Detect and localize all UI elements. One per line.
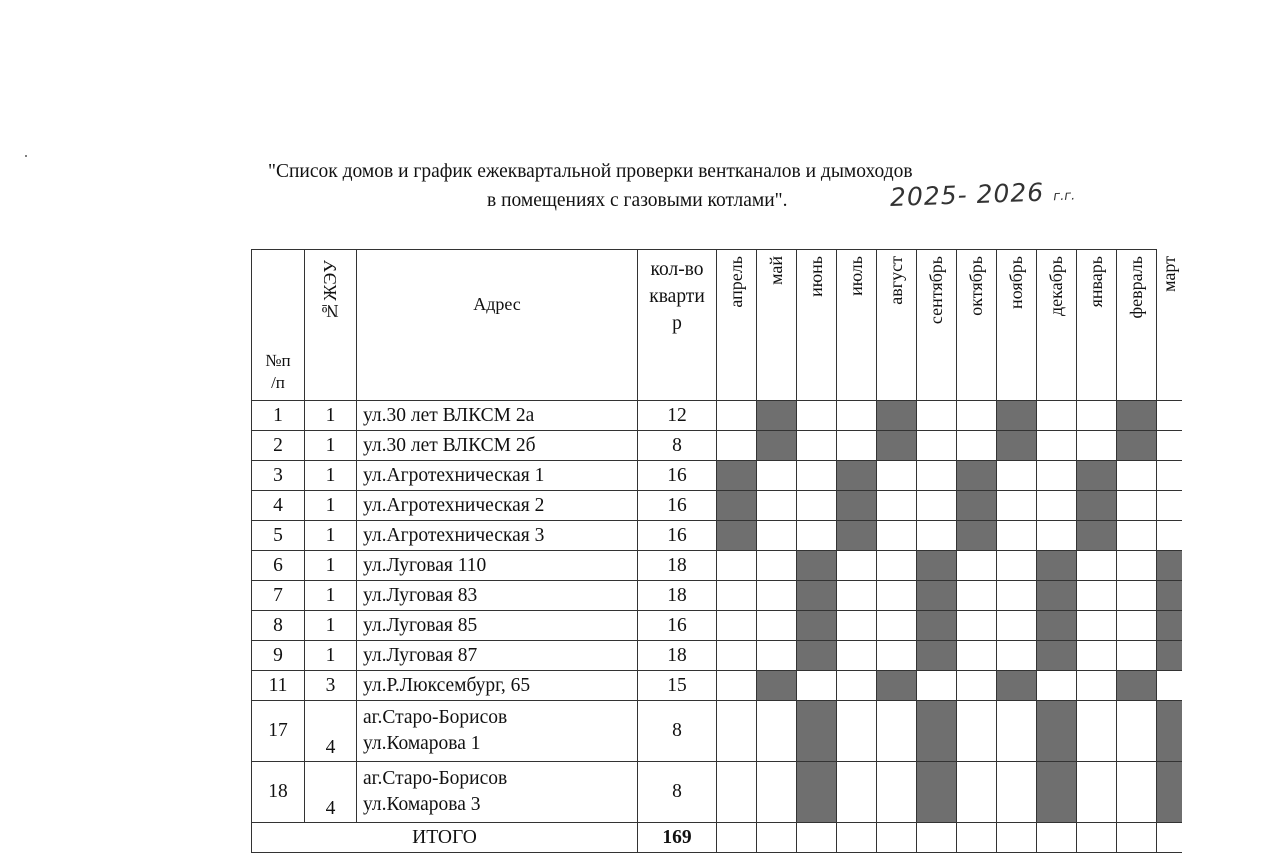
empty-month-cell xyxy=(877,551,917,581)
row-number: 9 xyxy=(252,641,305,671)
empty-month-cell xyxy=(917,461,957,491)
table-body xyxy=(252,401,1183,823)
scheduled-check-cell xyxy=(917,762,957,823)
header-month xyxy=(1037,250,1077,401)
table-row xyxy=(252,581,1183,611)
scheduled-check-cell xyxy=(1077,461,1117,491)
empty-month-cell xyxy=(877,762,917,823)
table-row xyxy=(252,461,1183,491)
row-number: 11 xyxy=(252,671,305,701)
header-month xyxy=(1117,250,1157,401)
page-title-line-2: в помещениях с газовыми котлами". xyxy=(487,190,788,211)
empty-month-cell xyxy=(757,701,797,762)
scheduled-check-cell xyxy=(1157,762,1183,823)
month-label: декабрь xyxy=(1046,256,1066,316)
total-empty-cell xyxy=(917,823,957,853)
row-address: ул.Луговая 87 xyxy=(357,641,638,671)
empty-month-cell xyxy=(717,401,757,431)
row-apartment-count: 8 xyxy=(638,762,717,823)
table-row xyxy=(252,551,1183,581)
empty-month-cell xyxy=(717,551,757,581)
scheduled-check-cell xyxy=(757,671,797,701)
row-zheu: 4 xyxy=(305,762,357,823)
scheduled-check-cell xyxy=(1037,551,1077,581)
empty-month-cell xyxy=(1037,431,1077,461)
scheduled-check-cell xyxy=(717,521,757,551)
scheduled-check-cell xyxy=(837,461,877,491)
empty-month-cell xyxy=(717,581,757,611)
row-number: 17 xyxy=(252,701,305,762)
empty-month-cell xyxy=(1117,611,1157,641)
row-address: ул.30 лет ВЛКСМ 2б xyxy=(357,431,638,461)
row-zheu: 1 xyxy=(305,491,357,521)
scan-speck xyxy=(25,155,27,157)
row-apartment-count: 18 xyxy=(638,581,717,611)
handwritten-year-range: 2025- 2026 xyxy=(889,177,1045,212)
total-empty-cell xyxy=(1077,823,1117,853)
scheduled-check-cell xyxy=(1077,521,1117,551)
total-empty-cell xyxy=(717,823,757,853)
row-apartment-count: 16 xyxy=(638,461,717,491)
month-label: ноябрь xyxy=(1006,256,1026,309)
empty-month-cell xyxy=(717,431,757,461)
empty-month-cell xyxy=(997,762,1037,823)
empty-month-cell xyxy=(1117,551,1157,581)
header-month xyxy=(717,250,757,401)
empty-month-cell xyxy=(1117,491,1157,521)
empty-month-cell xyxy=(1157,491,1183,521)
row-zheu: 1 xyxy=(305,551,357,581)
empty-month-cell xyxy=(917,671,957,701)
empty-month-cell xyxy=(1157,461,1183,491)
empty-month-cell xyxy=(957,641,997,671)
row-address xyxy=(357,701,638,762)
scheduled-check-cell xyxy=(877,671,917,701)
empty-month-cell xyxy=(957,762,997,823)
empty-month-cell xyxy=(757,551,797,581)
row-number: 6 xyxy=(252,551,305,581)
row-address-line1: аг.Старо-Борисов xyxy=(363,707,508,728)
empty-month-cell xyxy=(917,431,957,461)
header-qty xyxy=(638,250,717,401)
month-label: октябрь xyxy=(966,256,986,316)
scheduled-check-cell xyxy=(837,521,877,551)
scheduled-check-cell xyxy=(797,701,837,762)
empty-month-cell xyxy=(1117,581,1157,611)
header-qty-line3: р xyxy=(672,313,682,334)
empty-month-cell xyxy=(837,641,877,671)
row-number: 8 xyxy=(252,611,305,641)
empty-month-cell xyxy=(1077,701,1117,762)
empty-month-cell xyxy=(757,581,797,611)
month-label: сентябрь xyxy=(926,256,946,325)
header-zheu-label: №ЖЭУ xyxy=(320,260,340,321)
row-apartment-count: 18 xyxy=(638,641,717,671)
empty-month-cell xyxy=(837,401,877,431)
empty-month-cell xyxy=(797,491,837,521)
scheduled-check-cell xyxy=(717,491,757,521)
row-zheu: 3 xyxy=(305,671,357,701)
row-zheu: 1 xyxy=(305,431,357,461)
total-empty-cell xyxy=(1037,823,1077,853)
empty-month-cell xyxy=(757,491,797,521)
empty-month-cell xyxy=(917,491,957,521)
row-address: ул.Агротехническая 3 xyxy=(357,521,638,551)
empty-month-cell xyxy=(837,701,877,762)
table-row xyxy=(252,521,1183,551)
month-label: июль xyxy=(846,256,866,296)
table-row xyxy=(252,611,1183,641)
row-number: 4 xyxy=(252,491,305,521)
scheduled-check-cell xyxy=(957,461,997,491)
empty-month-cell xyxy=(837,431,877,461)
row-zheu: 1 xyxy=(305,581,357,611)
empty-month-cell xyxy=(877,461,917,491)
scheduled-check-cell xyxy=(797,762,837,823)
row-apartment-count: 8 xyxy=(638,431,717,461)
empty-month-cell xyxy=(957,701,997,762)
scheduled-check-cell xyxy=(917,611,957,641)
handwritten-year-suffix: г.г. xyxy=(1052,188,1076,205)
scheduled-check-cell xyxy=(877,401,917,431)
total-empty-cell xyxy=(837,823,877,853)
empty-month-cell xyxy=(1037,401,1077,431)
row-apartment-count: 12 xyxy=(638,401,717,431)
empty-month-cell xyxy=(837,551,877,581)
header-month xyxy=(1157,250,1183,401)
empty-month-cell xyxy=(997,551,1037,581)
row-zheu: 1 xyxy=(305,521,357,551)
empty-month-cell xyxy=(757,611,797,641)
empty-month-cell xyxy=(957,611,997,641)
empty-month-cell xyxy=(797,401,837,431)
empty-month-cell xyxy=(757,521,797,551)
month-label: июнь xyxy=(806,256,826,297)
empty-month-cell xyxy=(797,671,837,701)
empty-month-cell xyxy=(997,641,1037,671)
header-month xyxy=(757,250,797,401)
row-zheu: 1 xyxy=(305,641,357,671)
scheduled-check-cell xyxy=(1117,431,1157,461)
total-empty-cell xyxy=(1117,823,1157,853)
empty-month-cell xyxy=(1157,401,1183,431)
row-address: ул.Луговая 110 xyxy=(357,551,638,581)
header-month xyxy=(837,250,877,401)
row-number: 7 xyxy=(252,581,305,611)
row-address: ул.30 лет ВЛКСМ 2а xyxy=(357,401,638,431)
scheduled-check-cell xyxy=(997,431,1037,461)
row-address: ул.Агротехническая 2 xyxy=(357,491,638,521)
empty-month-cell xyxy=(837,762,877,823)
month-label: апрель xyxy=(726,256,746,308)
empty-month-cell xyxy=(1077,431,1117,461)
empty-month-cell xyxy=(837,671,877,701)
empty-month-cell xyxy=(717,641,757,671)
empty-month-cell xyxy=(1077,401,1117,431)
scheduled-check-cell xyxy=(877,431,917,461)
total-value: 169 xyxy=(638,823,717,853)
empty-month-cell xyxy=(1117,762,1157,823)
total-empty-cell xyxy=(957,823,997,853)
scheduled-check-cell xyxy=(1037,611,1077,641)
empty-month-cell xyxy=(797,461,837,491)
empty-month-cell xyxy=(1037,461,1077,491)
empty-month-cell xyxy=(797,431,837,461)
header-qty-line1: кол-во xyxy=(650,259,704,280)
table-row xyxy=(252,762,1183,823)
scheduled-check-cell xyxy=(1117,401,1157,431)
empty-month-cell xyxy=(997,611,1037,641)
header-row xyxy=(252,250,1183,401)
empty-month-cell xyxy=(957,581,997,611)
row-number: 3 xyxy=(252,461,305,491)
scheduled-check-cell xyxy=(1037,641,1077,671)
empty-month-cell xyxy=(717,701,757,762)
header-month xyxy=(917,250,957,401)
scheduled-check-cell xyxy=(917,701,957,762)
total-empty-cell xyxy=(797,823,837,853)
row-zheu: 1 xyxy=(305,401,357,431)
row-apartment-count: 16 xyxy=(638,521,717,551)
total-empty-cell xyxy=(877,823,917,853)
scheduled-check-cell xyxy=(997,401,1037,431)
empty-month-cell xyxy=(997,701,1037,762)
scheduled-check-cell xyxy=(1037,762,1077,823)
scheduled-check-cell xyxy=(757,401,797,431)
scheduled-check-cell xyxy=(1157,551,1183,581)
empty-month-cell xyxy=(957,551,997,581)
scheduled-check-cell xyxy=(1157,611,1183,641)
empty-month-cell xyxy=(1077,611,1117,641)
month-label: март xyxy=(1159,255,1179,292)
row-apartment-count: 18 xyxy=(638,551,717,581)
table-row xyxy=(252,701,1183,762)
empty-month-cell xyxy=(877,491,917,521)
empty-month-cell xyxy=(917,521,957,551)
scheduled-check-cell xyxy=(757,431,797,461)
scheduled-check-cell xyxy=(797,641,837,671)
row-apartment-count: 8 xyxy=(638,701,717,762)
scheduled-check-cell xyxy=(797,611,837,641)
empty-month-cell xyxy=(837,611,877,641)
header-month xyxy=(877,250,917,401)
empty-month-cell xyxy=(1117,641,1157,671)
row-zheu: 1 xyxy=(305,461,357,491)
total-empty-cell xyxy=(757,823,797,853)
empty-month-cell xyxy=(1117,701,1157,762)
row-address: ул.Р.Люксембург, 65 xyxy=(357,671,638,701)
table-row xyxy=(252,641,1183,671)
scheduled-check-cell xyxy=(717,461,757,491)
empty-month-cell xyxy=(757,461,797,491)
empty-month-cell xyxy=(917,401,957,431)
row-address-line1: аг.Старо-Борисов xyxy=(363,768,508,789)
scheduled-check-cell xyxy=(1037,701,1077,762)
empty-month-cell xyxy=(1077,641,1117,671)
inspection-schedule-table xyxy=(251,249,1182,853)
scheduled-check-cell xyxy=(957,521,997,551)
empty-month-cell xyxy=(1157,431,1183,461)
empty-month-cell xyxy=(1037,671,1077,701)
empty-month-cell xyxy=(997,491,1037,521)
handwritten-year xyxy=(889,177,1075,212)
month-label: август xyxy=(886,256,906,305)
scheduled-check-cell xyxy=(1117,671,1157,701)
row-address: ул.Луговая 85 xyxy=(357,611,638,641)
empty-month-cell xyxy=(1117,521,1157,551)
empty-month-cell xyxy=(877,521,917,551)
scheduled-check-cell xyxy=(957,491,997,521)
scheduled-check-cell xyxy=(1157,641,1183,671)
scheduled-check-cell xyxy=(997,671,1037,701)
scheduled-check-cell xyxy=(797,551,837,581)
month-label: май xyxy=(766,256,786,285)
row-apartment-count: 16 xyxy=(638,491,717,521)
empty-month-cell xyxy=(1077,551,1117,581)
empty-month-cell xyxy=(957,401,997,431)
row-zheu: 4 xyxy=(305,701,357,762)
header-num-line2: /п xyxy=(271,373,285,392)
table-row xyxy=(252,671,1183,701)
header-num xyxy=(252,250,305,401)
row-zheu: 1 xyxy=(305,611,357,641)
empty-month-cell xyxy=(1077,671,1117,701)
row-number: 1 xyxy=(252,401,305,431)
month-label: февраль xyxy=(1126,256,1146,319)
header-num-line1: №п xyxy=(265,351,291,370)
row-apartment-count: 16 xyxy=(638,611,717,641)
empty-month-cell xyxy=(837,581,877,611)
table-row xyxy=(252,491,1183,521)
table-row xyxy=(252,401,1183,431)
scheduled-check-cell xyxy=(1037,581,1077,611)
month-label: январь xyxy=(1086,256,1106,308)
empty-month-cell xyxy=(877,641,917,671)
scheduled-check-cell xyxy=(917,551,957,581)
empty-month-cell xyxy=(1077,581,1117,611)
header-month xyxy=(957,250,997,401)
row-address-line2: ул.Комарова 3 xyxy=(363,794,481,815)
page-title-line-1: "Список домов и график ежеквартальной проверки вентканалов и дымоходов xyxy=(268,161,913,182)
empty-month-cell xyxy=(717,762,757,823)
empty-month-cell xyxy=(997,581,1037,611)
row-address xyxy=(357,762,638,823)
scheduled-check-cell xyxy=(917,581,957,611)
scheduled-check-cell xyxy=(837,491,877,521)
empty-month-cell xyxy=(877,611,917,641)
row-address: ул.Луговая 83 xyxy=(357,581,638,611)
empty-month-cell xyxy=(797,521,837,551)
row-address: ул.Агротехническая 1 xyxy=(357,461,638,491)
table-row xyxy=(252,431,1183,461)
empty-month-cell xyxy=(1157,671,1183,701)
row-number: 2 xyxy=(252,431,305,461)
empty-month-cell xyxy=(997,461,1037,491)
row-number: 18 xyxy=(252,762,305,823)
header-address: Адрес xyxy=(357,250,638,401)
row-apartment-count: 15 xyxy=(638,671,717,701)
total-empty-cell xyxy=(1157,823,1183,853)
total-label: ИТОГО xyxy=(252,823,638,853)
header-month xyxy=(797,250,837,401)
empty-month-cell xyxy=(997,521,1037,551)
scheduled-check-cell xyxy=(1157,581,1183,611)
row-number: 5 xyxy=(252,521,305,551)
header-zheu xyxy=(305,250,357,401)
scheduled-check-cell xyxy=(1077,491,1117,521)
empty-month-cell xyxy=(957,671,997,701)
total-row xyxy=(252,823,1183,853)
empty-month-cell xyxy=(717,671,757,701)
total-empty-cell xyxy=(997,823,1037,853)
empty-month-cell xyxy=(957,431,997,461)
empty-month-cell xyxy=(1037,521,1077,551)
header-month xyxy=(1077,250,1117,401)
header-qty-line2: кварти xyxy=(649,286,705,307)
row-address-line2: ул.Комарова 1 xyxy=(363,733,481,754)
empty-month-cell xyxy=(1037,491,1077,521)
scheduled-check-cell xyxy=(1157,701,1183,762)
header-month xyxy=(997,250,1037,401)
scheduled-check-cell xyxy=(917,641,957,671)
empty-month-cell xyxy=(1117,461,1157,491)
scheduled-check-cell xyxy=(797,581,837,611)
empty-month-cell xyxy=(877,581,917,611)
empty-month-cell xyxy=(757,641,797,671)
empty-month-cell xyxy=(1077,762,1117,823)
empty-month-cell xyxy=(757,762,797,823)
empty-month-cell xyxy=(1157,521,1183,551)
empty-month-cell xyxy=(717,611,757,641)
empty-month-cell xyxy=(877,701,917,762)
